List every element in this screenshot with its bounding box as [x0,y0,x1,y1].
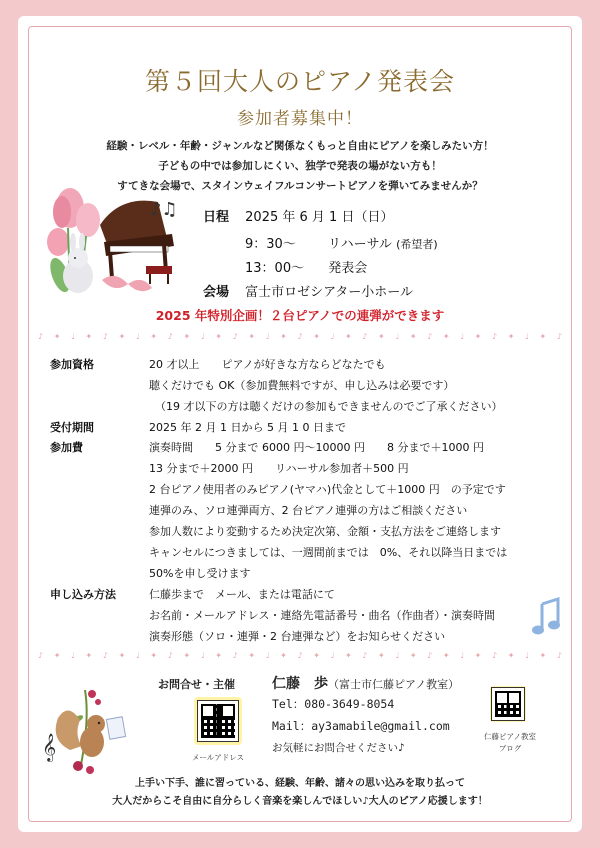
organizer-name-text: 仁藤 歩 [272,676,328,692]
fee-line-1: 演奏時間 5 分まで 6000 円～10000 円 8 分まで＋1000 円 [149,441,484,454]
eligibility-label: 参加資格 [50,358,94,371]
eligibility-line-2: 聴くだけでも OK（参加費無料ですが、申し込みは必要です） [149,379,455,392]
concert-time: 13：00～ [245,261,305,276]
apply-label: 申し込み方法 [50,588,116,601]
footer-line-1: 上手い下手、誰に習っている、経験、年齢、諸々の思い込みを取り払って [135,778,465,789]
letter-icon [106,717,125,739]
fee-line-6: キャンセルにつきましては、一週間前までは 0%、それ以降当日までは [149,546,508,559]
rehearsal-row [245,233,438,252]
ribbon-icon [102,276,152,291]
intro-line-2: 子どもの中では参加しにくい、独学で発表の場がない方も！ [158,160,442,172]
venue-value: 富士市ロゼシアター小ホール [245,285,413,300]
qr-mail-frame [194,697,242,745]
apply-line-2: お名前・メールアドレス・連絡先電話番号・曲名（作曲者）・演奏時間 [149,609,495,622]
date-label: 日程 [203,210,230,225]
apply-line-1: 仁藤歩まで メール、または電話にて [149,588,335,601]
squirrel-illustration [40,680,150,775]
eligibility-line-3: （19 才以下の方は聴くだけの参加もできませんのでご了承ください） [155,400,503,413]
organizer-org: （富士市仁藤ピアノ教室） [328,678,460,691]
rehearsal-note: (希望者) [396,238,438,251]
rehearsal-time: 9：30～ [245,237,296,252]
eligibility-line-1: 20 才以上 ピアノが好きな方ならどなたでも [149,358,386,371]
qr-code-blog[interactable] [492,688,524,720]
footer-line-2: 大人だからこそ自由に自分らしく音楽を楽しんでほしい♪大人のピアノ応援します！ [112,796,488,807]
concert-row [245,257,367,276]
period-label: 受付期間 [50,421,94,434]
fee-line-5: 参加人数により変動するため決定次第、金額・支払方法をご連絡します [149,525,501,538]
date-value: 2025 年 6 月 1 日（日） [245,210,394,225]
treble-clef-icon: 𝄞 [42,733,57,761]
venue-label: 会場 [203,285,230,300]
qr-mail-caption: メールアドレス [191,753,245,762]
intro-line-3: すてきな会場で、スタインウェイフルコンサートピアノを弾いてみませんか？ [117,180,483,192]
divider-bottom: ♪ ✦ ♩ ✦ ♪ ✦ ♩ ✦ ♪ ✦ ♩ ✦ ♪ ✦ ♩ ✦ ♪ ✦ ♩ ✦ ♪ ✦ ♩ ✦ ♪ ✦ ♩ ✦ ♪ ✦ ♩ ✦ ♪ [38,650,562,660]
fee-line-4: 連弾のみ、ソロ連弾両方、2 台ピアノ連弾の方はご相談ください [149,504,468,517]
date-row [203,206,393,225]
fee-label: 参加費 [50,441,83,454]
organizer-name [272,673,459,693]
intro-line-1: 経験・レベル・年齢・ジャンルなど関係なくもっと自由にピアノを楽しみたい方！ [106,140,494,152]
fee-line-2: 13 分まで＋2000 円 リハーサル参加者＋500 円 [149,462,409,475]
period-line-1: 2025 年 2 月 1 日から 5 月 1 0 日まで [149,421,346,434]
page-title: 第５回大人のピアノ発表会 [144,67,455,96]
qr-code-mail[interactable] [198,701,238,741]
fee-line-3: 2 台ピアノ使用者のみピアノ(ヤマハ)代金として＋1000 円 の予定です [149,483,506,496]
venue-row [203,281,413,300]
blue-note-icon [530,596,564,638]
contact-phone[interactable]: Tel：080-3649-8054 [272,697,395,711]
special-plan: 2025 年特別企画！２台ピアノでの連弾ができます [155,308,445,323]
qr-blog-frame [490,686,526,722]
concert-desc: 発表会 [328,261,368,276]
music-note-icon: ♪♫ [150,199,178,220]
page-subtitle: 参加者募集中！ [237,109,363,129]
fee-line-7: 50%を申し受けます [149,567,251,580]
qr-blog-caption-2: ブログ [498,744,522,753]
rehearsal-desc: リハーサル [327,237,392,252]
divider-top: ♪ ✦ ♩ ✦ ♪ ✦ ♩ ✦ ♪ ✦ ♩ ✦ ♪ ✦ ♩ ✦ ♪ ✦ ♩ ✦ ♪ ✦ ♩ ✦ ♪ ✦ ♩ ✦ ♪ ✦ ♩ ✦ ♪ [38,331,562,341]
contact-title: お問合せ・主催 [158,678,235,691]
contact-note: お気軽にお問合せください♪ [272,742,405,754]
contact-email[interactable]: Mail：ay3amabile@gmail.com [272,719,450,733]
qr-blog-caption-1: 仁藤ピアノ教室 [484,732,536,741]
apply-line-3: 演奏形態（ソロ・連弾・2 台連弾など）をお知らせください [149,630,446,643]
piano-illustration [40,180,215,305]
